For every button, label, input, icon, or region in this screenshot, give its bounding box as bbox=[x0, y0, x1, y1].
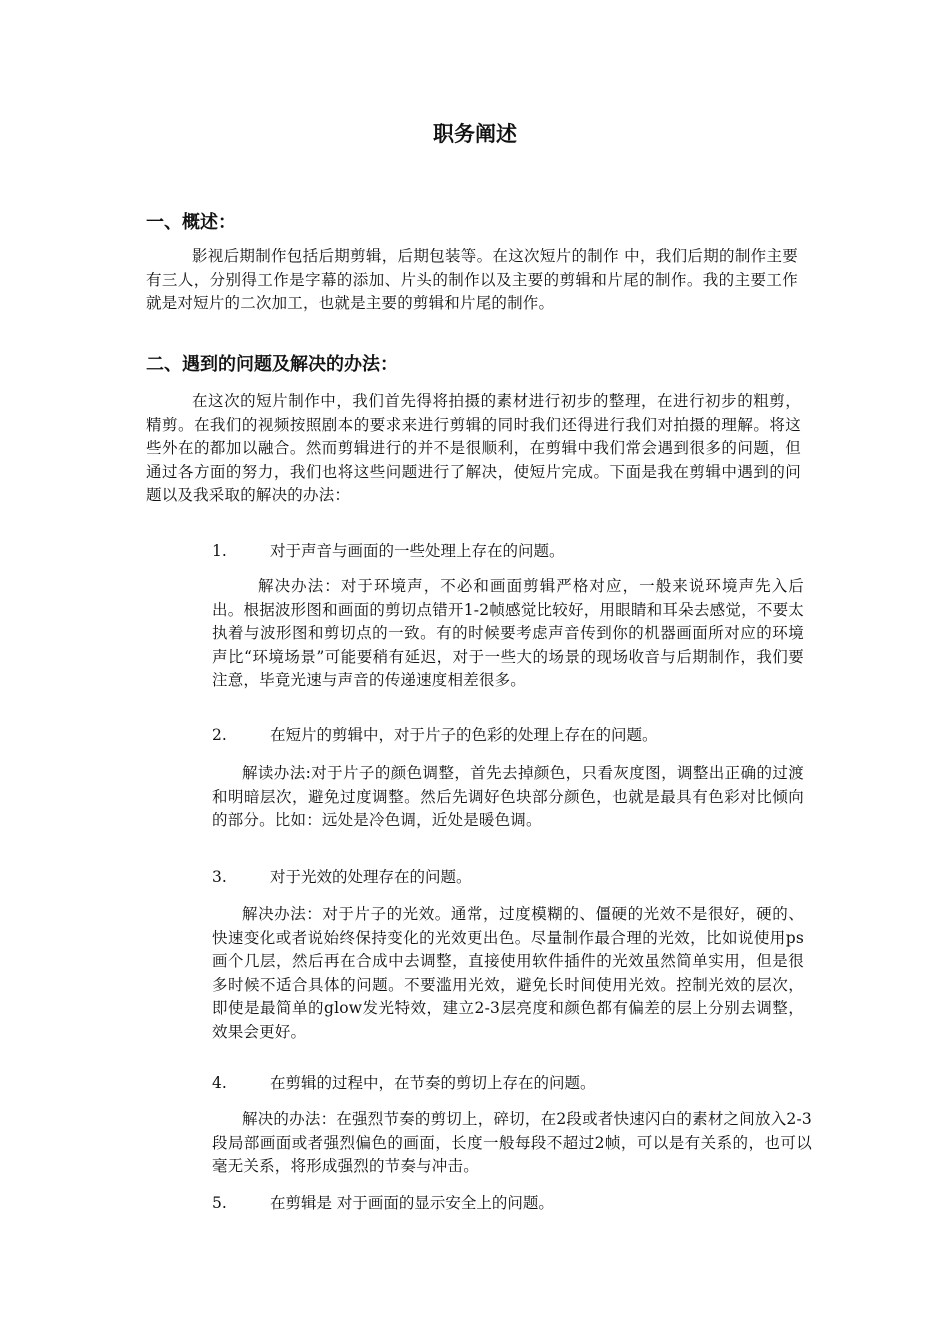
item-title: 在剪辑的过程中，在节奏的剪切上存在的问题。 bbox=[270, 1074, 596, 1092]
solution-paragraph-3: 解决办法：对于片子的光效。通常，过度模糊的、僵硬的光效不是很好，硬的、快速变化或者说始终保持变化的光效更出色。尽量制作最合理的光效，比如说使用ps画个几层，然后再在合成中去调整，直接使用软件插件的光效虽然简单实用，但是很多时候不适合具体的问题。不要滥用光效，避免长时间使用光效。控制光效的层次，即使是最简单的glow发光特效，建立2-3层亮度和颜色都有偏差的层上分别去调整，效果会更好。 bbox=[212, 905, 804, 1041]
solution-paragraph-4: 解决的办法：在强烈节奏的剪切上，碎切，在2段或者快速闪白的素材之间放入2-3段局部画面或者强烈偏色的画面，长度一般每段不超过2帧，可以是有关系的，也可以毫无关系，将形成强烈的节奏与冲击。 bbox=[212, 1110, 812, 1175]
solution-paragraph-1: 解决办法：对于环境声，不必和画面剪辑严格对应，一般来说环境声先入后出。根据波形图和画面的剪切点错开1-2帧感觉比较好，用眼睛和耳朵去感觉，不要太执着与波形图和剪切点的一致。有的时候要考虑声音传到你的机器画面所对应的环境声比“环境场景”可能要稍有延迟，对于一些大的场景的现场收音与后期制作，我们要注意，毕竟光速与声音的传递速度相差很多。 bbox=[212, 577, 804, 689]
item-title: 对于光效的处理存在的问题。 bbox=[270, 868, 472, 886]
item-number: 2. bbox=[212, 726, 227, 744]
item-title: 在剪辑是 对于画面的显示安全上的问题。 bbox=[270, 1194, 554, 1212]
problem-item-5 bbox=[212, 1192, 554, 1214]
item-title: 在短片的剪辑中，对于片子的色彩的处理上存在的问题。 bbox=[270, 726, 658, 744]
item-number: 5. bbox=[212, 1194, 227, 1212]
problem-item-2 bbox=[212, 724, 658, 746]
problem-item-4 bbox=[212, 1072, 596, 1094]
page-title: 职务阐述 bbox=[433, 122, 517, 146]
item-title: 对于声音与画面的一些处理上存在的问题。 bbox=[270, 542, 565, 560]
problem-item-3 bbox=[212, 866, 472, 888]
solution-paragraph-2: 解读办法:对于片子的颜色调整，首先去掉颜色，只看灰度图，调整出正确的过渡和明暗层次，避免过度调整。然后先调好色块部分颜色，也就是最具有色彩对比倾向的部分。比如：远处是冷色调，近处是暖色调。 bbox=[212, 764, 804, 829]
section-heading-overview: 一、概述： bbox=[146, 212, 236, 233]
problems-paragraph: 在这次的短片制作中，我们首先得将拍摄的素材进行初步的整理，在进行初步的粗剪，精剪。在我们的视频按照剧本的要求来进行剪辑的同时我们还得进行我们对拍摄的理解。将这些外在的都加以融合。然而剪辑进行的并不是很顺利，在剪辑中我们常会遇到很多的问题，但通过各方面的努力，我们也将这些问题进行了解决，使短片完成。下面是我在剪辑中遇到的问题以及我采取的解决的办法： bbox=[146, 392, 801, 504]
overview-paragraph: 影视后期制作包括后期剪辑，后期包装等。在这次短片的制作 中，我们后期的制作主要有三人，分别得工作是字幕的添加、片头的制作以及主要的剪辑和片尾的制作。我的主要工作就是对短片的二次加工，也就是主要的剪辑和片尾的制作。 bbox=[146, 247, 798, 312]
problem-item-1 bbox=[212, 540, 565, 562]
item-number: 3. bbox=[212, 868, 227, 886]
item-number: 1. bbox=[212, 542, 227, 560]
section-heading-problems: 二、遇到的问题及解决的办法： bbox=[146, 354, 398, 375]
item-number: 4. bbox=[212, 1074, 227, 1092]
